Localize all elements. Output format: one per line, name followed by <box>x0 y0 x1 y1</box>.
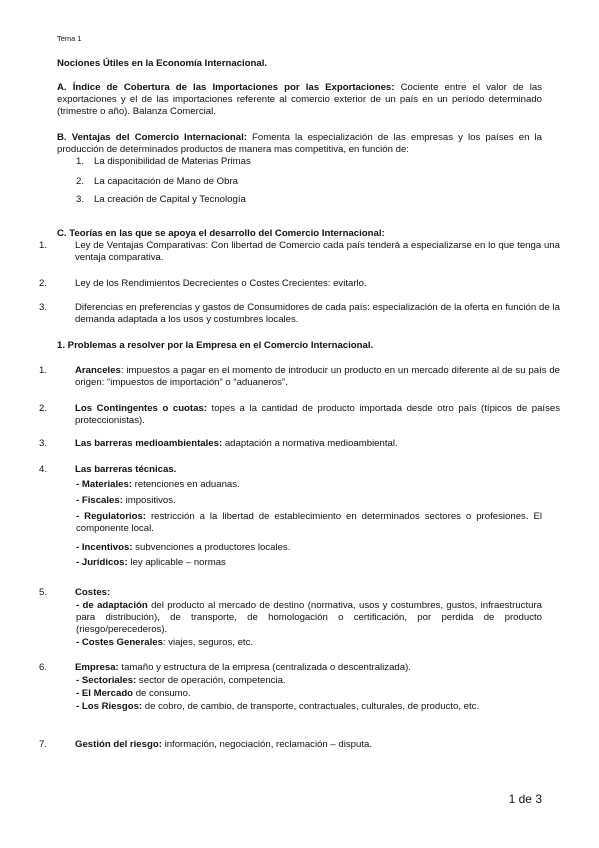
page-number: 1 de 3 <box>508 792 542 806</box>
list-item: 6. Empresa: tamaño y estructura de la empresa (centralizada o descentralizada). <box>39 662 411 673</box>
list-item: 4. Las barreras técnicas. <box>39 464 177 475</box>
section-b-text: Fomenta la especialización de las empresas y los países en la producción de determinados productos de manera mas competitiva, en función de: <box>57 132 542 155</box>
list-item: 3. Las barreras medioambientales: adaptación a normativa medioambiental. <box>39 438 398 449</box>
page-title: Nociones Útiles en la Economía Internacional. <box>57 58 268 69</box>
list-item: 3. La creación de Capital y Tecnología <box>76 194 246 205</box>
sub-item: - El Mercado de consumo. <box>76 688 191 699</box>
sub-item: - Sectoriales: sector de operación, competencia. <box>76 675 286 686</box>
sub-item: - de adaptación del producto al mercado de destino (normativa, usos y costumbres, gustos, infraestructura para distribución), de transporte, de homologación o certificación, por perdida de producto (riesgo/perecederos). <box>76 600 542 635</box>
list-item: 2. La capacitación de Mano de Obra <box>76 176 238 187</box>
list-item: 7. Gestión del riesgo: información, negociación, reclamación – disputa. <box>39 739 373 750</box>
section-b-label: B. Ventajas del Comercio Internacional: <box>57 132 247 143</box>
sub-item: - Costes Generales: viajes, seguros, etc. <box>76 637 254 648</box>
section-a <box>57 82 542 118</box>
list-item: 2. Los Contingentes o cuotas: topes a la cantidad de producto importada desde otro país (típicos de países proteccionistas). <box>39 403 560 426</box>
sub-item: - Los Riesgos: de cobro, de cambio, de transporte, contractuales, culturales, de producto, etc. <box>76 701 480 712</box>
header-tema: Tema 1 <box>57 34 82 43</box>
list-item: 1. Ley de Ventajas Comparativas: Con libertad de Comercio cada país tenderá a especializarse en lo que tenga una ventaja comparativa. <box>39 240 560 263</box>
section-1-label: 1. Problemas a resolver por la Empresa en el Comercio Internacional. <box>57 340 374 351</box>
list-item: 2. Ley de los Rendimientos Decrecientes o Costes Crecientes: evitarlo. <box>39 278 367 289</box>
list-item: 3. Diferencias en preferencias y gastos de Consumidores de cada país: especialización de la oferta en función de la demanda adaptada a los usos y costumbres locales. <box>39 302 560 325</box>
list-item: 5. Costes: <box>39 587 111 598</box>
sub-item: - Materiales: retenciones en aduanas. <box>76 479 240 490</box>
section-a-label: A. Índice de Cobertura de las Importaciones por las Exportaciones: <box>57 82 395 93</box>
sub-item: - Jurídicos: ley aplicable – normas <box>76 557 226 568</box>
sub-item: - Incentivos: subvenciones a productores locales. <box>76 542 291 553</box>
sub-item: - Regulatorios: restricción a la libertad de establecimiento en determinados sectores o profesiones. El componente local. <box>76 511 542 534</box>
section-c-label: C. Teorías en las que se apoya el desarrollo del Comercio Internacional: <box>57 228 385 239</box>
list-item: 1. Aranceles: impuestos a pagar en el momento de introducir un producto en un mercado diferente al de su país de origen: “impuestos de importación” o “aduaneros”. <box>39 365 560 388</box>
section-b <box>57 132 542 156</box>
list-item: 1. La disponibilidad de Materias Primas <box>76 156 251 167</box>
sub-item: - Fiscales: impositivos. <box>76 495 176 506</box>
section-a-text: Cociente entre el valor de las exportaciones y el de las importaciones referente al comercio exterior de un país en un período determinado (trimestre o año). Balanza Comercial. <box>57 82 543 117</box>
